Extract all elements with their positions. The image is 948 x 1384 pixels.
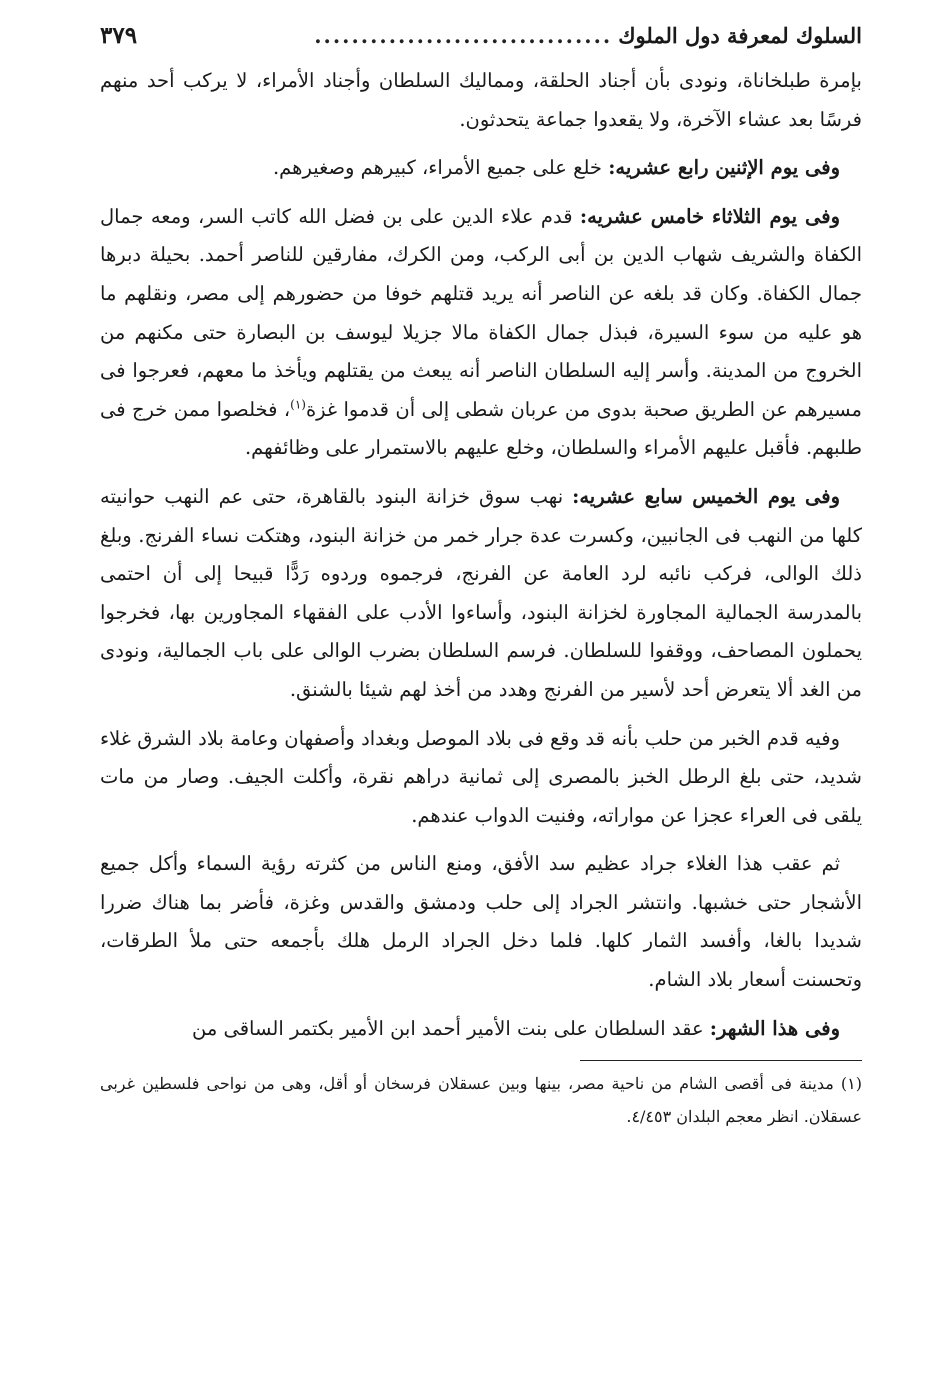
paragraph-text: عقد السلطان على بنت الأمير أحمد ابن الأمير بكتمر الساقى من bbox=[191, 1016, 710, 1040]
leader-dots: ................................ bbox=[314, 23, 613, 48]
main-text bbox=[100, 62, 862, 1048]
paragraph-text-continued: ، فخلصوا ممن خرج فى طلبهم. فأقبل عليهم الأمراء والسلطان، وخلع عليهم بالاستمرار على وظائفهم. bbox=[100, 397, 862, 460]
paragraph-text: قدم علاء الدين على بن فضل الله كاتب السر، ومعه جمال الكفاة والشريف شهاب الدين بن أبى الركب، ومن الكرك، مفارقين للناصر أحمد. بحيلة دبرها جمال الكفاة. وكان قد بلغه عن الناصر أنه يريد قتلهم خوفا من حضورهم إلى مصر، ونقلهم ما هو عليه من سوء السيرة، فبذل جمال الكفاة مالا جزيلا ليوسف بن البصارة حتى مكنهم من الخروج من المدينة. وأسر إليه السلطان الناصر أنه يبعث من يقتلهم ويأخذ ما معهم، فعرجوا فى مسيرهم عن الطريق صحبة بدوى من عربان شطى إلى أن قدموا غزة bbox=[100, 204, 862, 421]
book-title: السلوك لمعرفة دول الملوك bbox=[618, 23, 862, 48]
entry-date-heading: وفى يوم الثلاثاء خامس عشريه: bbox=[579, 204, 840, 228]
paragraph-text: ثم عقب هذا الغلاء جراد عظيم سد الأفق، ومنع الناس من كثرته رؤية السماء وأكل جميع الأشجار حتى خشبها. وانتشر الجراد إلى حلب ودمشق والقدس وغزة، فأضر بما هناك ضررا شديدا بالغا، وأفسد الثمار كلها. فلما دخل الجراد الرمل هلك بأجمعه حتى ملأ الطرقات، وتحسنت أسعار بلاد الشام. bbox=[100, 852, 862, 992]
paragraph bbox=[100, 149, 862, 188]
paragraph bbox=[100, 845, 862, 999]
paragraph bbox=[100, 62, 862, 139]
footnote-reference[interactable]: (١) bbox=[290, 397, 306, 412]
page-number: ٣٧٩ bbox=[100, 22, 138, 49]
running-header bbox=[100, 22, 862, 62]
footnote: (١) مدينة فى أقصى الشام من ناحية مصر، بينها وبين عسقلان فرسخان أو أقل، وهى من نواحى فلسطين غربى عسقلان. انظر معجم البلدان ٤/٤٥٣. bbox=[100, 1074, 862, 1127]
footnote-separator bbox=[580, 1060, 862, 1061]
paragraph-text: نهب سوق خزانة البنود بالقاهرة، حتى عم النهب حوانيته كلها من النهب فى الجانبين، وكسرت عدة جرار خمر من خزانة البنود، وهتكت نساء الفرنج. وبلغ ذلك الوالى، فركب نائبه لرد العامة عن الفرنج، فرجموه وردوه رَدًّا قبيحا إلى أن احتمى بالمدرسة الجمالية المجاورة لخزانة البنود، وأساءوا الأدب على الفقهاء المجاورين بها، فخرجوا يحملون المصاحف، ووقفوا للسلطان. فرسم السلطان بضرب الوالى على باب الجمالية، ونودى من الغد ألا يتعرض أحد لأسير من الفرنج وهدد من أخذ لهم شيئا بالشنق. bbox=[100, 484, 862, 701]
paragraph bbox=[100, 1010, 862, 1049]
paragraph-text: خلع على جميع الأمراء، كبيرهم وصغيرهم. bbox=[272, 156, 609, 180]
paragraph bbox=[100, 720, 862, 836]
entry-date-heading: وفى يوم الخميس سابع عشريه: bbox=[572, 484, 840, 508]
entry-date-heading: وفى يوم الإثنين رابع عشريه: bbox=[608, 156, 840, 180]
paragraph-text: وفيه قدم الخبر من حلب بأنه قد وقع فى بلاد الموصل وبغداد وأصفهان وعامة بلاد الشرق غلاء شديد، حتى بلغ الرطل الخبز بالمصرى إلى ثمانية دراهم نقرة، وأكلت الجيف. وصار من مات يلقى فى العراء عجزا عن مواراته، وفنيت الدواب عندهم. bbox=[100, 726, 862, 827]
book-page bbox=[100, 22, 862, 1133]
entry-date-heading: وفى هذا الشهر: bbox=[709, 1016, 840, 1040]
paragraph bbox=[100, 478, 862, 710]
paragraph bbox=[100, 198, 862, 468]
paragraph-text: بإمرة طبلخاناة، ونودى بأن أجناد الحلقة، ومماليك السلطان وأجناد الأمراء، لا يركب أحد منهم فرسًا بعد عشاء الآخرة، ولا يقعدوا جماعة يتحدثون. bbox=[100, 69, 862, 131]
